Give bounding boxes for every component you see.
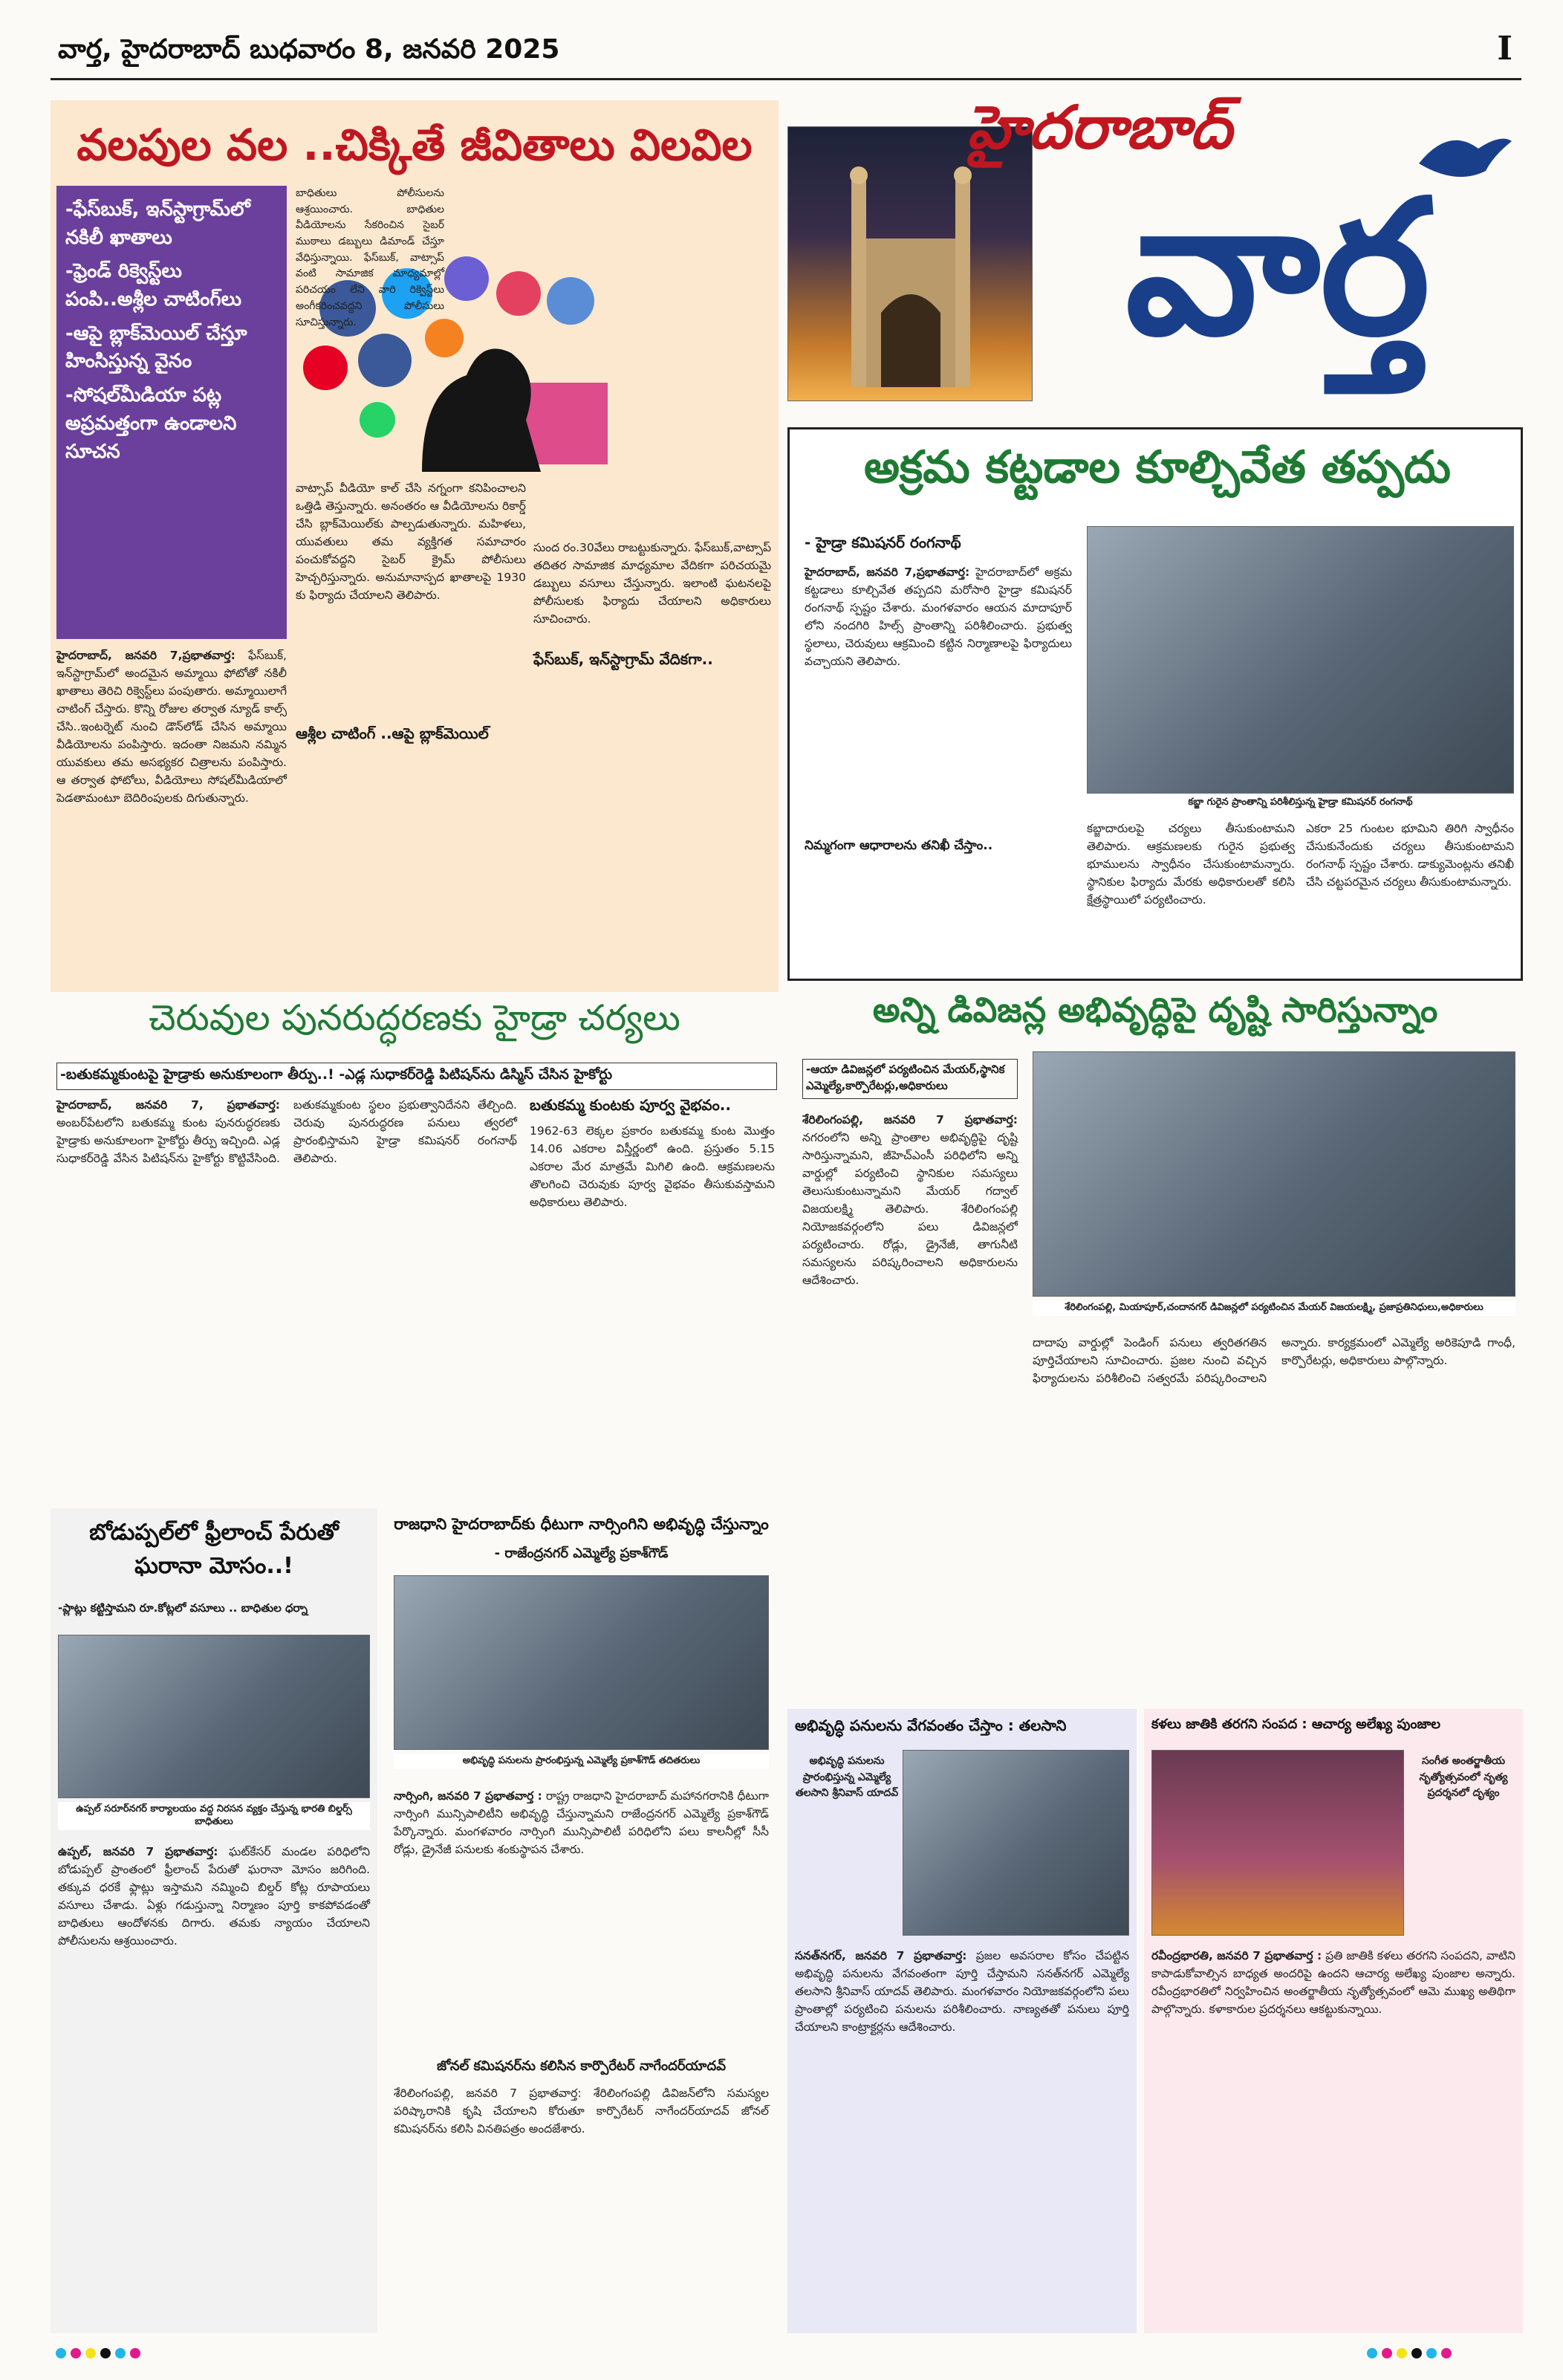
registration-dots-left <box>56 2348 140 2358</box>
story1-body1: ఫేస్‌బుక్, ఇన్‌స్టాగ్రామ్‌లో అందమైన అమ్మాయి ఫోటోతో నకిలీ ఖాతాలు తెరిచి రిక్వెస్ట్‌లు పంపుతారు. అమ్మాయిలాగే చాటింగ్ చేస్తారు. కొన్ని రోజుల తర్వాత న్యూడ్ కాల్స్ చేసి..ఇంటర్నెట్ నుంచి డౌన్‌లోడ్ చేసిన అమ్మాయి వీడియోలను పంపిస్తారు. ఇదంతా నిజమని నమ్మిన యువకులు తమ అసభ్యకర చిత్రాలను పంపిస్తారు. ఆ తర్వాత ఫోటోలు, వీడియోలు సోషల్‌మీడియాలో పెడతామంటూ బెదిరింపులకు దిగుతున్నారు. <box>56 649 287 805</box>
story5-body1: ఘట్‌కేసర్ మండల పరిధిలోని బోడుప్పల్ ప్రాంతంలో ఫ్రీలాంచ్ పేరుతో ఘరానా మోసం జరిగింది. తక్కువ ధరకే ఫ్లాట్లు ఇస్తామని నమ్మించి బిల్డర్ కోట్ల రూపాయలు వసూలు చేశాడు. ఏళ్లు గడుస్తున్నా నిర్మాణం పూర్తి కాకపోవడంతో బాధితులు ఆందోళనకు దిగారు. తమకు న్యాయం చేయాలని పోలీసులను ఆశ్రయించారు. <box>58 1845 370 1948</box>
story1-point: -ఆపై బ్లాక్‌మెయిల్ చేస్తూ హింసిస్తున్న వైనం <box>65 322 247 373</box>
story7-body1: ప్రజల అవసరాల కోసం చేపట్టిన అభివృద్ధి పనులను వేగవంతంగా పూర్తి చేస్తామని సనత్‌నగర్ ఎమ్మెల్యే తలసాని శ్రీనివాస్ యాదవ్ తెలిపారు. మంగళవారం నియోజకవర్గంలోని పలు ప్రాంతాల్లో పర్యటించి పనులను పరిశీలించారు. నాణ్యతతో పనులు పూర్తి చేయాలని కాంట్రాక్టర్లను ఆదేశించారు. <box>795 1949 1129 2034</box>
story5-photo <box>58 1635 370 1798</box>
story2-column1 <box>805 563 1072 831</box>
story2-body3: ఎకరా 25 గుంటల భూమిని తిరిగి స్వాధీనం చేసుకునేందుకు చర్యలు తీసుకుంటామని రంగనాథ్ స్పష్టం చేశారు. డాక్యుమెంట్లను తనిఖీ చేసి చట్టపరమైన చర్యలు తీసుకుంటామన్నారు. <box>1306 822 1514 889</box>
story1-body3: సుంద రం.30వేలు రాబట్టుకున్నారు. ఫేస్‌బుక్,వాట్సాప్ తదితర సామాజిక మాధ్యమాల వేదికగా పరిచయమై డబ్బులు వసూలు చేస్తున్నారు. ఇలాంటి ఘటనలపై పోలీసులకు ఫిర్యాదు చేయాలని అధికారులు సూచించారు. <box>533 541 771 626</box>
story1-point: -ఫేస్‌బుక్, ఇన్‌స్టాగ్రామ్‌లో నకిలీ ఖాతాలు <box>65 198 250 249</box>
story3-dateline: శేరిలింగంపల్లి, జనవరి 7 ప్రభాతవార్త: <box>802 1113 1018 1126</box>
story3-body2: దాదాపు వార్డుల్లో పెండింగ్ పనులు త్వరితగతిన పూర్తిచేయాలని సూచించారు. ప్రజల నుంచి వచ్చిన ఫిర్యాదులను పరిశీలించి సత్వరమే పరిష్కరించాలని అన్నారు. కార్యక్రమంలో ఎమ్మెల్యే అరికెపూడి గాంధీ, కార్పొరేటర్లు, అధికారులు పాల్గొన్నారు. <box>1033 1336 1515 1386</box>
story1-body4: వాట్సాప్ వీడియో కాల్ చేసి నగ్నంగా కనిపించాలని ఒత్తిడి తెస్తున్నారు. అనంతరం ఆ వీడియోలను రికార్డ్ చేసి బ్లాక్‌మెయిల్‌కు పాల్పడుతున్నారు. మహిళలు, యువతులు తమ వ్యక్తిగత సమాచారం పంచుకోవద్దని సైబర్ క్రైమ్ పోలీసులు హెచ్చరిస్తున్నారు. అనుమానాస్పద ఖాతాలపై 1930 కు ఫిర్యాదు చేయాలని తెలిపారు. <box>296 481 526 603</box>
story4-body2: 1962-63 లెక్కల ప్రకారం బతుకమ్మ కుంట మొత్తం 14.06 ఎకరాల విస్తీర్ణంలో ఉంది. ప్రస్తుతం 5.15 ఎకరాల మేర మాత్రమే మిగిలి ఉంది. ఆక్రమణలను తొలగించి చెరువుకు పూర్వ వైభవం తీసుకువస్తామని అధికారులు తెలిపారు. <box>530 1124 775 1210</box>
story7-headline: అభివృద్ధి పనులను వేగవంతం చేస్తాం : తలసాని <box>795 1716 1067 1734</box>
page-masthead <box>51 30 1521 80</box>
page-number: I <box>1497 30 1512 68</box>
story4-body1: అంబర్‌పేటలోని బతుకమ్మ కుంట పునరుద్ధరణకు హైడ్రాకు అనుకూలంగా హైకోర్టు తీర్పు ఇచ్చింది. ఎడ్ల సుధాకర్‌రెడ్డి వేసిన పిటిషన్‌ను హైకోర్టు కొట్టివేసింది. బతుకమ్మకుంట స్థలం ప్రభుత్వానిదేనని తేల్చింది. చెరువు పునరుద్ధరణ పనులు త్వరలో ప్రారంభిస్తామని హైడ్రా కమిషనర్ రంగనాథ్ తెలిపారు. <box>56 1098 517 1166</box>
story7-dateline: సనత్‌నగర్, జనవరి 7 ప్రభాతవార్త: <box>795 1949 967 1962</box>
story8-body <box>1151 1947 1515 2326</box>
story-lakes-restoration <box>51 999 779 1497</box>
story5-caption: ఉప్పల్ సరూర్‌నగర్ కార్యాలయం వద్ద నిరసన వ్యక్తం చేస్తున్న భారతి బిల్డర్స్ బాధితులు <box>58 1802 370 1830</box>
story4-column1 <box>56 1096 517 1490</box>
story3-photo <box>1033 1051 1515 1297</box>
brand-block <box>787 93 1523 416</box>
story2-caption: కబ్జా గురైన ప్రాంతాన్ని పరిశీలిస్తున్న హైడ్రా కమిషనర్ రంగనాథ్ <box>1087 795 1514 811</box>
story3-caption: శేరిలింగంపల్లి, మియాపూర్,చందానగర్ డివిజన్లలో పర్యటించిన మేయర్ విజయలక్ష్మి, ప్రజాప్రతినిధులు,అధికారులు <box>1033 1300 1515 1316</box>
story-narsingi-development <box>386 1508 776 2333</box>
story5-subhead: -ప్లాట్లు కట్టిస్తామని రూ.కోట్లలో వసూలు .. బాధితుల ధర్నా <box>58 1601 308 1615</box>
story2-subhead: - హైడ్రా కమిషనర్ రంగనాథ్ <box>805 534 961 551</box>
story-arts-heritage <box>1144 1709 1523 2333</box>
brand-top: హైదరాబాద్ <box>966 93 1232 162</box>
story6-body1: రాష్ట్ర రాజధాని హైదరాబాద్ మహానగరానికి ధీటుగా నార్సింగి మున్సిపాలిటీని అభివృద్ధి చేస్తున్నామని రాజేంద్రనగర్ ఎమ్మెల్యే ప్రకాశ్‌గౌడ్ పేర్కొన్నారు. మంగళవారం నార్సింగి మున్సిపాలిటీ పరిధిలోని పలు కాలనీల్లో సీసీ రోడ్లు, డ్రైనేజీ పనులకు శంకుస్థాపన చేశారు. <box>394 1789 769 1857</box>
story3-headline: అన్ని డివిజన్ల అభివృద్ధిపై దృష్టి సారిస్తున్నాం <box>872 990 1438 1030</box>
story-boduppal-fraud <box>51 1508 377 2333</box>
brand-main: వార్త <box>1125 160 1431 376</box>
story8-body1: ప్రతి జాతికి కళలు తరగని సంపదని, వాటిని కాపాడుకోవాల్సిన బాధ్యత అందరిపై ఉందని ఆచార్య అలేఖ్య పుంజాల అన్నారు. రవీంద్రభారతిలో నిర్వహించిన అంతర్జాతీయ నృత్యోత్సవంలో ఆమె ముఖ్య అతిథిగా పాల్గొన్నారు. కళాకారుల ప్రదర్శనలు ఆకట్టుకున్నాయి. <box>1151 1949 1515 2017</box>
story5-body <box>58 1843 370 2326</box>
charminar-icon <box>788 127 1033 402</box>
story6-dateline: నార్సింగి, జనవరి 7 ప్రభాతవార్త : <box>394 1789 542 1803</box>
story4-subhead: -బతుకమ్మకుంటపై హైడ్రాకు అనుకూలంగా తీర్పు..! -ఎడ్ల సుధాకర్‌రెడ్డి పిటిషన్‌ను డిస్మిస్ చేసిన హైకోర్టు <box>56 1063 777 1090</box>
story-divisions-development <box>787 992 1523 1705</box>
story8-dateline: రవీంద్రభారతి, జనవరి 7 ప్రభాతవార్త : <box>1151 1949 1322 1962</box>
story1-dateline-text: హైదరాబాద్, జనవరి 7,ప్రభాతవార్త: <box>56 649 235 662</box>
story6-body2: శేరిలింగంపల్లి, జనవరి 7 ప్రభాతవార్త: శేరిలింగంపల్లి డివిజన్‌లోని సమస్యల పరిష్కారానికి కృషి చేయాలని కోరుతూ కార్పొరేటర్ నాగేందర్‌యాదవ్ జోనల్ కమిషనర్‌ను కలిసి వినతిపత్రం అందజేశారు. <box>394 2086 769 2136</box>
registration-dots-right <box>1367 2348 1452 2358</box>
story3-column1 <box>802 1111 1018 1690</box>
story2-body2: కబ్జాదారులపై చర్యలు తీసుకుంటామని తెలిపారు. ఆక్రమణలకు గురైన ప్రభుత్వ భూములను స్వాధీనం చేసుకుంటామన్నారు. స్థానికుల ఫిర్యాదు మేరకు అధికారులతో కలిసి క్షేత్రస్థాయిలో పర్యటించారు. <box>1087 822 1295 907</box>
story4-headline: చెరువుల పునరుద్ధరణకు హైడ్రా చర్యలు <box>149 997 680 1039</box>
story1-subhead-chatting: ఆశ్లీల చాటింగ్ ..ఆపై బ్లాక్‌మెయిల్ <box>296 724 489 742</box>
story7-caption: అభివృద్ధి పనులను ప్రారంభిస్తున్న ఎమ్మెల్యే తలసాని శ్రీనివాస్ యాదవ్ <box>795 1755 899 1800</box>
story8-headline: కళలు జాతికి తరగని సంపద : ఆచార్య అలేఖ్య పుంజాల <box>1151 1716 1441 1732</box>
story1-body2: బాధితులు పోలీసులను ఆశ్రయించారు. బాధితుల వీడియోలను సేకరించిన సైబర్ ముఠాలు డబ్బులు డిమాండ్ చేస్తూ వేధిస్తున్నాయి. ఫేస్‌బుక్, వాట్సాప్ వంటి సామాజిక మాధ్యమాల్లో పరిచయం లేని వారి రిక్వెస్ట్‌లు అంగీకరించవద్దని పోలీసులు సూచిస్తున్నారు. <box>296 187 444 328</box>
story1-subhead-facebook: ఫేస్‌బుక్, ఇన్‌స్టాగ్రామ్ వేదికగా.. <box>533 650 713 668</box>
story2-headline: అక్రమ కట్టడాల కూల్చివేత తప్పదు <box>863 441 1452 493</box>
story5-headline: బోడుప్పల్‌లో ఫ్రీలాంచ్ పేరుతో ఘరానా మోసం..! <box>89 1520 339 1579</box>
story3-subhead: -ఆయా డివిజన్లలో పర్యటించిన మేయర్,స్థానిక ఎమ్మెల్యే,కార్పొరేటర్లు,అధికారులు <box>802 1059 1018 1099</box>
story-cyber-crime <box>51 100 779 992</box>
story8-photo <box>1151 1750 1404 1936</box>
story1-point: -సోషల్‌మీడియా పట్ల అప్రమత్తంగా ఉండాలని సూచన <box>65 384 237 463</box>
story6-photo <box>394 1575 769 1750</box>
dove-icon <box>1411 119 1515 193</box>
story7-body <box>795 1947 1129 2326</box>
story2-photo <box>1087 526 1514 794</box>
story6-subhead2: జోనల్ కమిషనర్‌ను కలిసిన కార్పొరేటర్ నాగేందర్‌యాదవ్ <box>437 2058 726 2074</box>
story2-dateline: హైదరాబాద్, జనవరి 7,ప్రభాతవార్త: <box>805 565 970 579</box>
story7-photo <box>903 1750 1129 1936</box>
story6-body <box>394 1787 769 2047</box>
charminar-photo <box>787 126 1033 401</box>
story1-point: -ఫ్రెండ్ రిక్వెస్ట్‌లు పంపి..అశ్లీల చాటింగ్‌లు <box>65 260 242 311</box>
date-line: వార్త, హైదరాబాద్ బుధవారం 8, జనవరి 2025 <box>58 34 560 65</box>
story2-subhead2: నిమ్మగంగా ఆధారాలను తనిఖీ చేస్తాం.. <box>805 838 993 853</box>
story6-subhead: - రాజేంద్రనగర్ ఎమ్మెల్యే ప్రకాశ్‌గౌడ్ <box>494 1546 669 1561</box>
story5-dateline: ఉప్పల్, జనవరి 7 ప్రభాతవార్త: <box>58 1845 218 1858</box>
story1-dateline <box>56 646 287 981</box>
story6-headline: రాజధాని హైదరాబాద్‌కు ధీటుగా నార్సింగిని అభివృద్ధి చేస్తున్నాం <box>394 1515 769 1533</box>
story-talasani <box>787 1709 1137 2333</box>
story3-body1: నగరంలోని అన్ని ప్రాంతాల అభివృద్ధిపై దృష్టి సారిస్తున్నామని, జీహెచ్‌ఎంసీ పరిధిలోని అన్ని వార్డుల్లో పర్యటించి స్థానికుల సమస్యలు తెలుసుకుంటున్నామని మేయర్ గద్వాల్ విజయలక్ష్మి తెలిపారు. శేరిలింగంపల్లి నియోజకవర్గంలోని పలు డివిజన్లలో పర్యటించారు. రోడ్లు, డ్రైనేజీ, తాగునీటి సమస్యలను పరిష్కరించాలని అధికారులను ఆదేశించారు. <box>802 1131 1018 1288</box>
story2-body1: హైదరాబాద్‌లో అక్రమ కట్టడాలు కూల్చివేత తప్పదని మరోసారి హైడ్రా కమిషనర్ రంగనాథ్ స్పష్టం చేశారు. మంగళవారం ఆయన మాదాపూర్ లోని నందగిరి హిల్స్ ప్రాంతాన్ని పరిశీలించారు. ప్రభుత్వ స్థలాలు, చెరువులు ఆక్రమించి కట్టిన నిర్మాణాలపై ఫిర్యాదులు వచ్చాయని తెలిపారు. <box>805 565 1072 669</box>
story8-caption: సంగీత అంతర్జాతీయ నృత్యోత్సవంలో నృత్య ప్రదర్శనలో దృశ్యం <box>1419 1755 1508 1800</box>
story1-headline: వలపుల వల ..చిక్కితే జీవితాలు విలవిల <box>77 120 753 170</box>
story4-subhead2: బతుకమ్మ కుంటకు పూర్వ వైభవం.. <box>530 1096 731 1114</box>
story-hydra-demolition <box>787 427 1523 981</box>
story1-points-box <box>56 186 287 639</box>
story6-caption: అభివృద్ధి పనులను ప్రారంభిస్తున్న ఎమ్మెల్యే ప్రకాశ్‌గౌడ్ తదితరులు <box>394 1754 769 1769</box>
story4-dateline: హైదరాబాద్, జనవరి 7, ప్రభాతవార్త: <box>56 1098 280 1112</box>
